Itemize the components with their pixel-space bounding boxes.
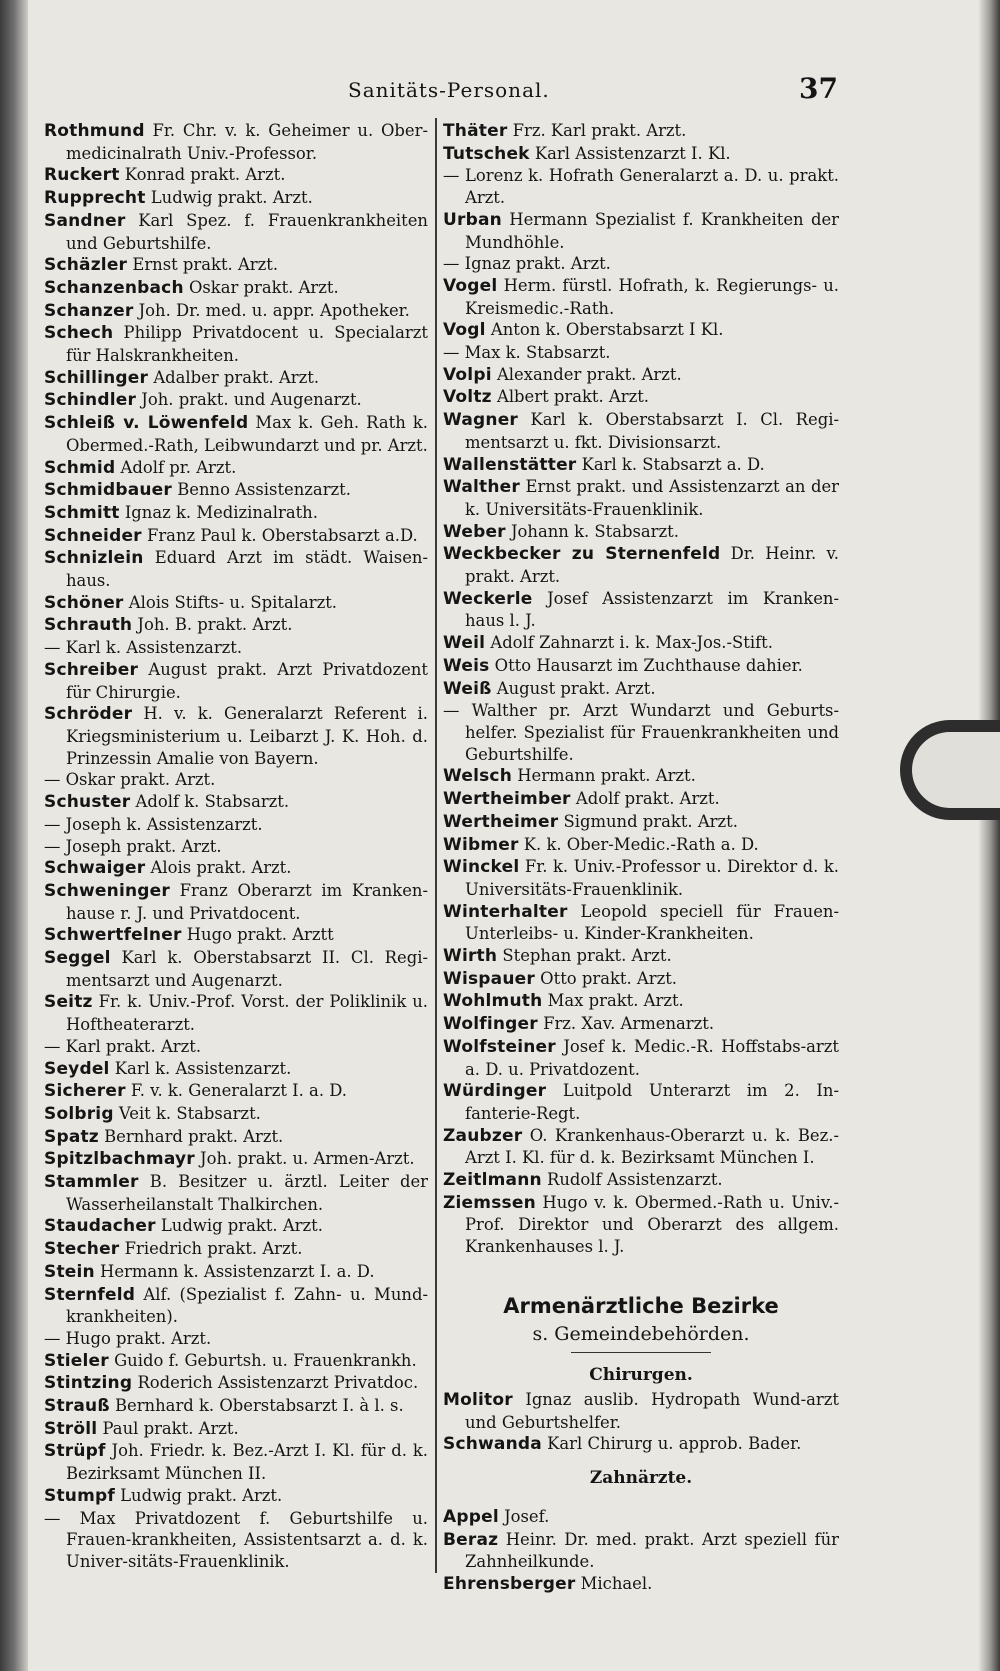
entry-text: August prakt. Arzt. xyxy=(491,678,656,698)
directory-entry xyxy=(44,1238,428,1261)
directory-entry xyxy=(443,834,839,857)
entry-text: Karl Assistenzarzt I. Kl. xyxy=(529,143,731,163)
entry-text: Otto Hausarzt im Zuchthause dahier. xyxy=(489,655,803,675)
directory-entry xyxy=(443,968,839,991)
directory-entry xyxy=(443,1529,839,1573)
entry-name: Weckbecker zu Sternenfeld xyxy=(443,544,721,565)
entry-name: Schnizlein xyxy=(44,548,144,569)
entry-name: Schweninger xyxy=(44,880,170,901)
directory-entry xyxy=(443,454,839,477)
entry-name: Schindler xyxy=(44,390,137,411)
entry-name: Vogel xyxy=(443,275,498,296)
entry-name: Stieler xyxy=(44,1350,109,1371)
directory-entry xyxy=(44,254,428,277)
entry-text: Ludwig prakt. Arzt. xyxy=(114,1485,283,1505)
entry-name: Winterhalter xyxy=(443,901,568,922)
entry-text: Hugo v. k. Obermed.-Rath u. Univ.-Prof. Direktor und Oberarzt des allgem. Krankenhauses l. J. xyxy=(465,1192,839,1257)
directory-entry xyxy=(44,1418,428,1441)
entry-name: Wibmer xyxy=(443,834,519,855)
entry-text: — Karl k. Assistenzarzt. xyxy=(44,638,243,658)
directory-entry xyxy=(44,502,428,525)
directory-entry xyxy=(443,143,839,166)
entry-text: Joh. prakt. und Augenarzt. xyxy=(136,390,362,410)
entry-name: Schrauth xyxy=(44,615,133,636)
directory-entry xyxy=(44,1171,428,1215)
directory-entry xyxy=(44,277,428,300)
entry-name: Weis xyxy=(443,655,490,676)
entry-text: O. Krankenhaus-Oberarzt u. k. Bez.-Arzt I. Kl. für d. k. Bezirksamt München I. xyxy=(465,1125,839,1168)
directory-entry xyxy=(443,209,839,253)
entry-name: Sternfeld xyxy=(44,1284,136,1305)
entry-text: Max prakt. Arzt. xyxy=(542,991,684,1011)
section-rule xyxy=(571,1352,711,1353)
entry-text: Franz Oberarzt im Kranken-hause r. J. und Privatdocent. xyxy=(66,880,428,923)
entry-name: Würdinger xyxy=(443,1081,547,1102)
directory-entry xyxy=(44,457,428,480)
directory-entry xyxy=(44,1395,428,1418)
entry-name: Weil xyxy=(443,633,486,654)
entry-text: Roderich Assistenzarzt Privatdoc. xyxy=(132,1373,419,1393)
directory-entry xyxy=(443,765,839,788)
entry-name: Schillinger xyxy=(44,367,149,388)
entry-text: Adalber prakt. Arzt. xyxy=(148,367,320,387)
entry-text: Ludwig prakt. Arzt. xyxy=(155,1216,323,1236)
directory-entry xyxy=(44,1440,428,1484)
entry-name: Schmitt xyxy=(44,502,120,523)
entry-text: Ludwig prakt. Arzt. xyxy=(145,188,313,208)
directory-entry xyxy=(44,367,428,390)
directory-entry xyxy=(443,1013,839,1036)
entry-name: Wolfinger xyxy=(443,1014,538,1035)
entry-name: Rothmund xyxy=(44,121,145,141)
entry-text: — Karl prakt. Arzt. xyxy=(44,1036,202,1056)
directory-entry xyxy=(443,1125,839,1169)
page-number: 37 xyxy=(799,72,838,105)
directory-entry xyxy=(44,479,428,502)
directory-entry xyxy=(443,856,839,900)
right-column xyxy=(443,120,839,1596)
directory-entry xyxy=(443,543,839,587)
entry-text: H. v. k. Generalarzt Referent i. Kriegsministerium u. Leibarzt J. K. Hoh. d. Prinzessin Amalie von Bayern. xyxy=(66,704,428,768)
entry-text: — Ignaz prakt. Arzt. xyxy=(443,254,611,274)
directory-entry xyxy=(443,901,839,945)
entry-text: Max k. Geh. Rath k. Obermed.-Rath, Leibwundarzt und pr. Arzt. xyxy=(66,413,428,455)
entry-name: Stecher xyxy=(44,1239,120,1260)
entry-name: Wallenstätter xyxy=(443,454,577,475)
directory-entry xyxy=(44,389,428,412)
page-edge-shadow xyxy=(978,0,1000,1671)
entry-text: Fr. k. Univ.-Prof. Vorst. der Poliklinik u. Hoftheaterarzt. xyxy=(66,992,428,1035)
directory-entry xyxy=(44,210,428,254)
entry-name: Wirth xyxy=(443,946,498,967)
entry-name: Schleiß v. Löwenfeld xyxy=(44,413,249,434)
directory-entry xyxy=(44,1215,428,1238)
directory-entry xyxy=(443,1169,839,1192)
directory-entry xyxy=(44,659,428,703)
directory-entry xyxy=(443,811,839,834)
directory-entry xyxy=(44,187,428,210)
entry-name: Molitor xyxy=(443,1389,513,1410)
entry-name: Schwanda xyxy=(443,1434,542,1455)
entry-text: Ignaz k. Medizinalrath. xyxy=(119,502,318,522)
directory-entry xyxy=(443,165,839,208)
entry-text: — Max k. Stabsarzt. xyxy=(443,343,611,363)
entry-text: Dr. Heinr. v. prakt. Arzt. xyxy=(465,544,839,587)
entry-text: Veit k. Stabsarzt. xyxy=(113,1103,261,1123)
entry-name: Ruckert xyxy=(44,165,120,186)
entry-text: Anton k. Oberstabsarzt I Kl. xyxy=(485,320,724,340)
entry-text: Otto prakt. Arzt. xyxy=(534,968,678,988)
entry-text: — Hugo prakt. Arzt. xyxy=(44,1328,212,1348)
directory-entry xyxy=(443,1036,839,1080)
directory-entry xyxy=(44,1103,428,1126)
entry-name: Spitzlbachmayr xyxy=(44,1149,195,1170)
page-header xyxy=(48,72,838,108)
entry-name: Beraz xyxy=(443,1529,499,1550)
entry-text: Michael. xyxy=(575,1574,653,1594)
entry-name: Walther xyxy=(443,477,520,498)
entry-name: Schanzenbach xyxy=(44,277,184,298)
entry-text: — Lorenz k. Hofrath Generalarzt a. D. u. prakt. Arzt. xyxy=(443,166,839,208)
directory-entry xyxy=(443,588,839,632)
entry-text: Frz. Karl prakt. Arzt. xyxy=(507,121,687,140)
entry-text: Eduard Arzt im städt. Waisen-haus. xyxy=(66,548,428,591)
entry-text: Rudolf Assistenzarzt. xyxy=(541,1170,723,1190)
entry-text: — Max Privatdozent f. Geburtshilfe u. Frauen-krankheiten, Assistentsarzt a. d. k. Univer-sitäts-Frauenklinik. xyxy=(44,1508,428,1571)
entry-name: Stintzing xyxy=(44,1373,133,1394)
directory-entry xyxy=(44,592,428,615)
entry-name: Schuster xyxy=(44,792,131,813)
entry-name: Zaubzer xyxy=(443,1125,523,1146)
directory-entry xyxy=(44,1058,428,1081)
entry-text: Adolf Zahnarzt i. k. Max-Jos.-Stift. xyxy=(485,633,773,653)
entry-name: Stein xyxy=(44,1261,95,1282)
directory-entry xyxy=(44,1284,428,1328)
entry-text: Paul prakt. Arzt. xyxy=(97,1418,239,1438)
section-subheading-text: s. Gemeindebehörden. xyxy=(532,1322,750,1345)
entry-text: Bernhard k. Oberstabsarzt I. à l. s. xyxy=(109,1396,404,1416)
directory-entry xyxy=(443,319,839,342)
entry-text: — Joseph prakt. Arzt. xyxy=(44,836,222,856)
directory-entry xyxy=(443,788,839,811)
entry-name: Ehrensberger xyxy=(443,1574,576,1595)
directory-entry xyxy=(443,632,839,655)
entry-name: Wispauer xyxy=(443,968,535,989)
entry-text: Fr. Chr. v. k. Geheimer u. Ober-medicinalrath Univ.-Professor. xyxy=(66,121,428,163)
entry-name: Schröder xyxy=(44,704,133,725)
entry-text: Alf. (Spezialist f. Zahn- u. Mund-krankheiten). xyxy=(66,1284,428,1327)
entry-text: Albert prakt. Arzt. xyxy=(491,387,650,407)
entry-name: Schreiber xyxy=(44,659,139,680)
book-spine-shadow xyxy=(0,0,28,1671)
entry-name: Welsch xyxy=(443,766,513,787)
entry-text: Karl k. Oberstabsarzt I. Cl. Regi-mentsarzt u. fkt. Divisionsarzt. xyxy=(465,410,839,452)
section-heading: Armenärztliche Bezirke xyxy=(503,1293,779,1318)
directory-entry xyxy=(44,836,428,858)
directory-entry xyxy=(443,275,839,319)
column-divider xyxy=(435,118,437,1573)
directory-entry xyxy=(443,253,839,275)
entry-text: Adolf k. Stabsarzt. xyxy=(130,792,290,812)
zahnaerzte-heading: Zahnärzte. xyxy=(589,1467,693,1488)
entry-name: Wohlmuth xyxy=(443,991,543,1012)
entry-name: Schneider xyxy=(44,525,142,546)
directory-entry xyxy=(44,164,428,187)
entry-name: Wolfsteiner xyxy=(443,1036,556,1057)
entry-name: Solbrig xyxy=(44,1103,114,1124)
entry-text: Josef. xyxy=(498,1506,550,1526)
entry-name: Wertheimer xyxy=(443,811,559,832)
entry-name: Schwertfelner xyxy=(44,925,182,946)
entry-text: Ernst prakt. Arzt. xyxy=(127,255,279,275)
directory-entry xyxy=(443,476,839,520)
entry-text: Karl Spez. f. Frauenkrankheiten und Geburtshilfe. xyxy=(66,210,428,253)
entry-name: Seitz xyxy=(44,992,93,1013)
directory-entry xyxy=(44,880,428,924)
directory-entry xyxy=(44,1328,428,1350)
zahnaerzte-list xyxy=(443,1506,839,1596)
directory-entry xyxy=(44,703,428,769)
entry-text: Alois Stifts- u. Spitalarzt. xyxy=(123,592,338,612)
section-subheading xyxy=(443,1320,839,1353)
right-column-entries xyxy=(443,120,839,1258)
directory-entry xyxy=(44,947,428,991)
entry-name: Thäter xyxy=(443,121,508,141)
directory-entry xyxy=(44,412,428,456)
entry-text: Johann k. Stabsarzt. xyxy=(505,521,679,541)
directory-entry xyxy=(443,1506,839,1529)
entry-name: Sicherer xyxy=(44,1081,126,1102)
entry-name: Schech xyxy=(44,323,114,344)
entry-text: — Oskar prakt. Arzt. xyxy=(44,770,216,790)
directory-entry xyxy=(44,791,428,814)
entry-text: B. Besitzer u. ärztl. Leiter der Wasserheilanstalt Thalkirchen. xyxy=(66,1172,428,1214)
directory-entry xyxy=(44,300,428,323)
entry-name: Strüpf xyxy=(44,1441,106,1462)
entry-name: Seydel xyxy=(44,1058,110,1079)
directory-entry xyxy=(443,678,839,701)
chirurgen-list xyxy=(443,1389,839,1456)
entry-text: Alois prakt. Arzt. xyxy=(145,858,292,878)
entry-text: Hermann Spezialist f. Krankheiten der Mundhöhle. xyxy=(465,209,839,252)
directory-entry xyxy=(44,991,428,1035)
directory-entry xyxy=(443,386,839,409)
entry-text: Philipp Privatdocent u. Specialarzt für Halskrankheiten. xyxy=(66,323,428,366)
entry-name: Schöner xyxy=(44,592,124,613)
entry-name: Weiß xyxy=(443,678,492,699)
entry-text: Heinr. Dr. med. prakt. Arzt speziell für Zahnheilkunde. xyxy=(465,1529,839,1572)
entry-text: Frz. Xav. Armenarzt. xyxy=(537,1014,715,1034)
entry-text: Hermann k. Assistenzarzt I. a. D. xyxy=(94,1261,375,1281)
entry-text: Adolf pr. Arzt. xyxy=(115,457,237,477)
entry-name: Staudacher xyxy=(44,1216,156,1237)
entry-text: Fr. k. Univ.-Professor u. Direktor d. k. Universitäts-Frauenklinik. xyxy=(465,857,839,899)
entry-text: Stephan prakt. Arzt. xyxy=(497,946,672,966)
entry-name: Rupprecht xyxy=(44,188,146,209)
directory-entry xyxy=(44,525,428,548)
entry-text: Hugo prakt. Arztt xyxy=(181,925,334,945)
entry-name: Ströll xyxy=(44,1418,98,1439)
directory-entry xyxy=(44,1485,428,1508)
entry-text: Leopold speciell für Frauen-Unterleibs- u. Kinder-Krankheiten. xyxy=(465,901,839,944)
entry-text: F. v. k. Generalarzt I. a. D. xyxy=(125,1081,348,1101)
entry-name: Stammler xyxy=(44,1172,139,1193)
entry-text: Josef Assistenzarzt im Kranken-haus l. J. xyxy=(465,588,839,631)
directory-entry xyxy=(44,924,428,947)
entry-name: Weber xyxy=(443,521,506,542)
entry-name: Urban xyxy=(443,209,502,230)
entry-text: Bernhard prakt. Arzt. xyxy=(98,1126,284,1146)
directory-entry xyxy=(443,945,839,968)
directory-entry xyxy=(44,637,428,659)
entry-name: Wertheimber xyxy=(443,789,571,810)
directory-entry xyxy=(443,120,839,143)
entry-name: Sandner xyxy=(44,210,126,231)
directory-entry xyxy=(44,1148,428,1171)
directory-entry xyxy=(44,547,428,591)
entry-text: Hermann prakt. Arzt. xyxy=(512,766,696,786)
entry-text: K. k. Ober-Medic.-Rath a. D. xyxy=(518,834,759,854)
entry-text: Joh. Dr. med. u. appr. Apotheker. xyxy=(133,300,410,320)
directory-entry xyxy=(443,1080,839,1124)
entry-text: — Joseph k. Assistenzarzt. xyxy=(44,814,263,834)
left-column xyxy=(44,120,428,1573)
entry-name: Strauß xyxy=(44,1396,110,1417)
entry-name: Ziemssen xyxy=(443,1192,536,1213)
entry-text: Ignaz auslib. Hydropath Wund-arzt und Geburtshelfer. xyxy=(465,1389,839,1432)
entry-name: Seggel xyxy=(44,948,111,969)
directory-entry xyxy=(44,1126,428,1149)
directory-entry xyxy=(44,769,428,791)
entry-text: Konrad prakt. Arzt. xyxy=(119,165,286,185)
directory-entry xyxy=(443,364,839,387)
entry-text: Guido f. Geburtsh. u. Frauenkrankh. xyxy=(108,1350,417,1370)
directory-entry xyxy=(443,700,839,765)
entry-text: Joh. B. prakt. Arzt. xyxy=(132,615,293,635)
directory-entry xyxy=(443,655,839,678)
entry-name: Vogl xyxy=(443,320,486,341)
entry-text: Karl k. Oberstabsarzt II. Cl. Regi-mentsarzt und Augenarzt. xyxy=(66,948,428,990)
directory-entry xyxy=(443,1433,839,1456)
entry-name: Voltz xyxy=(443,387,492,408)
entry-name: Volpi xyxy=(443,364,492,385)
directory-entry xyxy=(44,1080,428,1103)
directory-entry xyxy=(443,1573,839,1596)
entry-text: Joh. Friedr. k. Bez.-Arzt I. Kl. für d. k. Bezirksamt München II. xyxy=(66,1441,428,1484)
entry-name: Schäzler xyxy=(44,255,128,276)
directory-entry xyxy=(443,990,839,1013)
directory-entry xyxy=(44,857,428,880)
directory-entry xyxy=(443,1389,839,1433)
directory-entry xyxy=(44,814,428,836)
entry-text: Sigmund prakt. Arzt. xyxy=(558,811,738,831)
directory-entry xyxy=(44,322,428,366)
directory-entry xyxy=(44,614,428,637)
directory-entry xyxy=(443,409,839,453)
directory-entry xyxy=(44,1350,428,1373)
entry-name: Zeitlmann xyxy=(443,1170,542,1191)
entry-text: Luitpold Unterarzt im 2. In-fanterie-Regt. xyxy=(465,1081,839,1123)
entry-text: Oskar prakt. Arzt. xyxy=(183,277,339,297)
directory-entry xyxy=(443,521,839,544)
entry-name: Schmid xyxy=(44,457,116,478)
entry-name: Stumpf xyxy=(44,1485,115,1506)
directory-entry xyxy=(44,1036,428,1058)
entry-text: Josef k. Medic.-R. Hoffstabs-arzt a. D. u. Privatdozent. xyxy=(465,1036,839,1079)
entry-name: Schwaiger xyxy=(44,858,146,879)
entry-name: Wagner xyxy=(443,410,519,431)
entry-name: Winckel xyxy=(443,857,520,878)
entry-name: Weckerle xyxy=(443,588,533,609)
directory-entry xyxy=(44,1372,428,1395)
entry-text: August prakt. Arzt Privatdozent für Chirurgie. xyxy=(66,659,428,702)
entry-name: Schmidbauer xyxy=(44,480,172,501)
entry-text: Ernst prakt. und Assistenzarzt an der k. Universitäts-Frauenklinik. xyxy=(465,477,839,519)
entry-text: — Walther pr. Arzt Wundarzt und Geburts-helfer. Spezialist für Frauenkrankheiten und Geburtshilfe. xyxy=(443,701,839,764)
entry-text: Herm. fürstl. Hofrath, k. Regierungs- u. Kreismedic.-Rath. xyxy=(465,275,839,318)
entry-text: Adolf prakt. Arzt. xyxy=(570,789,720,809)
entry-text: Karl k. Assistenzarzt. xyxy=(109,1058,292,1078)
chirurgen-heading: Chirurgen. xyxy=(589,1364,693,1385)
entry-name: Schanzer xyxy=(44,300,134,321)
running-title: Sanitäts-Personal. xyxy=(348,78,550,102)
entry-text: Joh. prakt. u. Armen-Arzt. xyxy=(194,1149,415,1169)
entry-text: Friedrich prakt. Arzt. xyxy=(119,1239,303,1259)
directory-entry xyxy=(443,342,839,364)
entry-text: Karl k. Stabsarzt a. D. xyxy=(576,454,765,474)
thumb-index-tab xyxy=(900,720,1000,820)
entry-text: Karl Chirurg u. approb. Bader. xyxy=(541,1434,802,1454)
entry-name: Appel xyxy=(443,1506,499,1527)
directory-entry xyxy=(44,120,428,164)
entry-name: Spatz xyxy=(44,1126,99,1147)
entry-name: Tutschek xyxy=(443,143,530,164)
directory-entry xyxy=(443,1192,839,1258)
entry-text: Alexander prakt. Arzt. xyxy=(491,364,682,384)
entry-text: Benno Assistenzarzt. xyxy=(172,480,351,500)
entry-text: Franz Paul k. Oberstabsarzt a.D. xyxy=(141,525,418,545)
directory-entry xyxy=(44,1508,428,1573)
directory-entry xyxy=(44,1261,428,1284)
